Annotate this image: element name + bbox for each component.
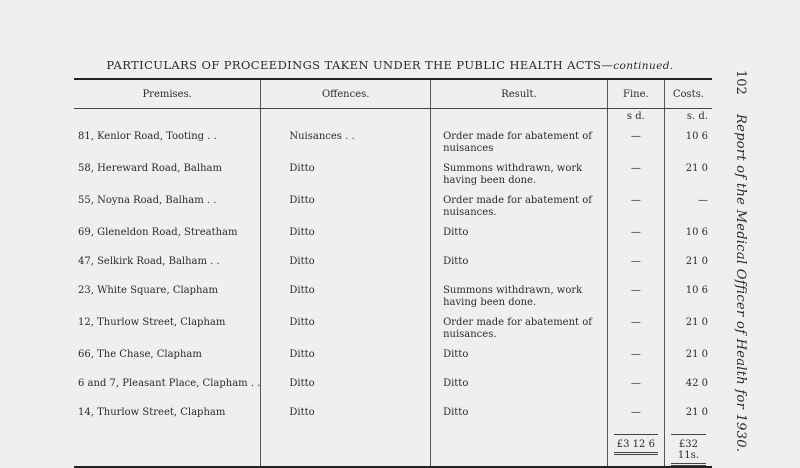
offence-cell: Ditto [261, 254, 431, 283]
offence-cell: Ditto [261, 315, 431, 347]
total-row [74, 434, 712, 467]
offence-cell: Ditto [261, 347, 431, 376]
result-cell: Order made for abatement of nuisances [431, 129, 608, 161]
offence-cell: Ditto [261, 376, 431, 405]
costs-cell: 10 6 [664, 225, 712, 254]
costs-cell: — [664, 193, 712, 225]
table-row [74, 405, 712, 434]
premises-cell: 55, Noyna Road, Balham . . [78, 195, 217, 206]
header-offences: Offences. [261, 79, 431, 109]
offence-cell: Ditto [261, 283, 431, 315]
fine-cell: — [607, 376, 664, 405]
total-costs: £32 11s. [664, 434, 712, 467]
premises-cell: 23, White Square, Clapham [78, 285, 218, 296]
costs-cell: 21 0 [664, 347, 712, 376]
table-row [74, 376, 712, 405]
costs-cell: 10 6 [664, 129, 712, 161]
header-fine: Fine. [607, 79, 664, 109]
costs-cell: 42 0 [664, 376, 712, 405]
fine-units: s d. [607, 109, 664, 130]
total-fine: £3 12 6 [607, 434, 664, 467]
result-cell: Ditto [431, 376, 608, 405]
header-result: Result. [431, 79, 608, 109]
header-row [74, 79, 712, 109]
table-row [74, 283, 712, 315]
result-cell: Ditto [431, 347, 608, 376]
result-cell: Summons withdrawn, work having been done. [431, 283, 608, 315]
fine-cell: — [607, 161, 664, 193]
fine-cell: — [607, 193, 664, 225]
result-cell: Order made for abatement of nuisances. [431, 315, 608, 347]
fine-cell: — [607, 129, 664, 161]
units-row [74, 109, 712, 130]
offence-cell: Ditto [261, 405, 431, 434]
offence-cell: Ditto [261, 161, 431, 193]
offence-cell: Nuisances . . [261, 129, 431, 161]
table-row [74, 129, 712, 161]
result-cell: Ditto [431, 225, 608, 254]
premises-cell: 81, Kenlor Road, Tooting . . [78, 131, 217, 142]
costs-cell: 21 0 [664, 315, 712, 347]
fine-cell: — [607, 315, 664, 347]
premises-cell: 12, Thurlow Street, Clapham [78, 317, 226, 328]
page-title: PARTICULARS OF PROCEEDINGS TAKEN UNDER THE PUBLIC HEALTH ACTS—continued. [106, 58, 674, 72]
table-row [74, 347, 712, 376]
table-row [74, 193, 712, 225]
costs-cell: 21 0 [664, 254, 712, 283]
fine-cell: — [607, 254, 664, 283]
cost-units: s. d. [664, 109, 712, 130]
premises-cell: 58, Hereward Road, Balham [78, 163, 222, 174]
premises-cell: 6 and 7, Pleasant Place, Clapham . . [78, 378, 261, 389]
table-row [74, 254, 712, 283]
page-number: 102 [733, 70, 748, 95]
result-cell: Ditto [431, 405, 608, 434]
proceedings-table [74, 78, 712, 468]
costs-cell: 21 0 [664, 405, 712, 434]
fine-cell: — [607, 225, 664, 254]
running-head [722, 60, 752, 453]
premises-cell: 66, The Chase, Clapham [78, 349, 202, 360]
header-premises: Premises. [74, 79, 261, 109]
costs-cell: 10 6 [664, 283, 712, 315]
table-row [74, 225, 712, 254]
header-costs: Costs. [664, 79, 712, 109]
premises-cell: 14, Thurlow Street, Clapham [78, 407, 226, 418]
fine-cell: — [607, 405, 664, 434]
costs-cell: 21 0 [664, 161, 712, 193]
premises-cell: 47, Selkirk Road, Balham . . [78, 256, 220, 267]
running-head-text: Report of the Medical Officer of Health for 1930. [733, 114, 748, 453]
fine-cell: — [607, 347, 664, 376]
result-cell: Summons withdrawn, work having been done. [431, 161, 608, 193]
result-cell: Order made for abatement of nuisances. [431, 193, 608, 225]
table-row [74, 315, 712, 347]
premises-cell: 69, Gleneldon Road, Streatham [78, 227, 238, 238]
offence-cell: Ditto [261, 193, 431, 225]
offence-cell: Ditto [261, 225, 431, 254]
table-row [74, 161, 712, 193]
fine-cell: — [607, 283, 664, 315]
result-cell: Ditto [431, 254, 608, 283]
